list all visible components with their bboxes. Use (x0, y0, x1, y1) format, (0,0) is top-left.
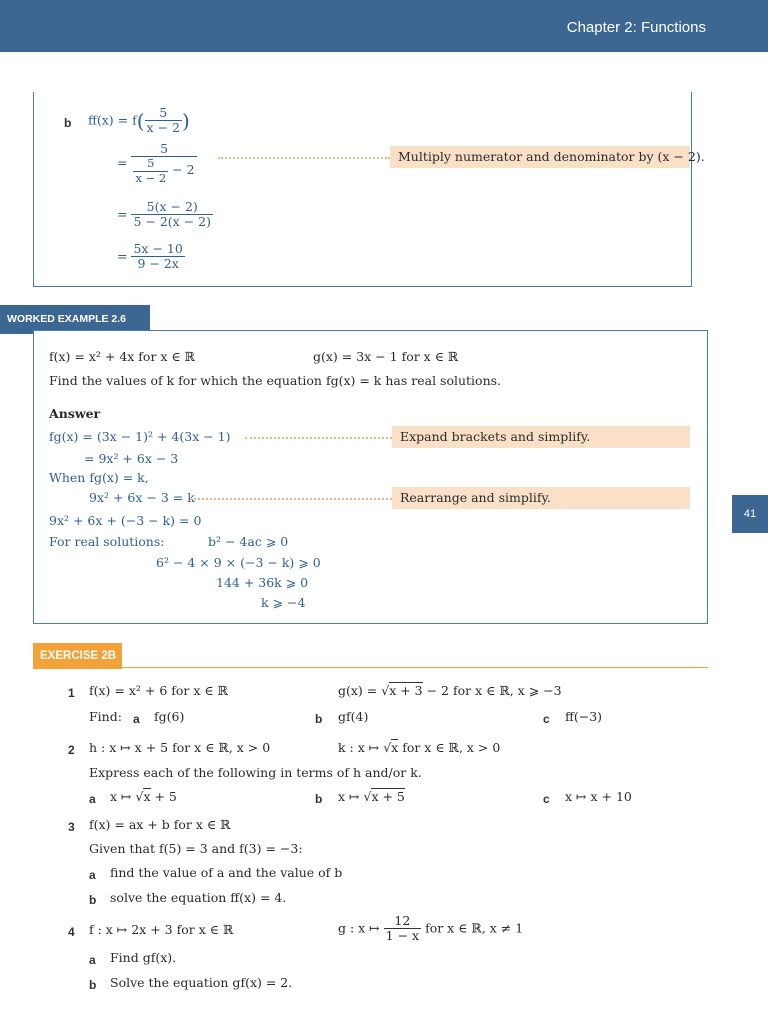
note-rearrange: Rearrange and simplify. (392, 487, 690, 509)
q2-a: x ↦ √x + 5 (110, 789, 177, 804)
q1-b-label: b (315, 712, 323, 726)
g-definition: g(x) = 3x − 1 for x ∈ ℝ (313, 349, 459, 364)
answer-line-6: For real solutions: (49, 534, 165, 549)
q3-b: solve the equation ff(x) = 4. (110, 890, 287, 905)
answer-line-1: fg(x) = (3x − 1)² + 4(3x − 1) (49, 429, 231, 444)
part-b-line3: = $\frac{5(x - 2)}{5 - 2(x - 2)}$ (117, 199, 211, 230)
q2-instruction: Express each of the following in terms of h and/or k. (89, 765, 422, 780)
page-number: 41 (743, 508, 757, 520)
q2-k: k : x ↦ √x for x ∈ ℝ, x > 0 (338, 740, 501, 755)
q4-a: Find gf(x). (110, 950, 177, 965)
answer-line-10: k ⩾ −4 (261, 595, 306, 610)
q1-a: fg(6) (154, 709, 185, 724)
q1-a-label: a (133, 712, 140, 726)
q1-b: gf(4) (338, 709, 369, 724)
answer-label: Answer (49, 406, 101, 421)
dotted-leader (245, 437, 392, 439)
q4-number: 4 (68, 925, 75, 939)
answer-line-5: 9x² + 6x + (−3 − k) = 0 (49, 513, 202, 528)
q1-number: 1 (68, 686, 75, 700)
answer-line-4: 9x² + 6x − 3 = k (89, 490, 195, 505)
part-b-line1: ff(x) = f( $\frac{5}{x - 2}$ ) (88, 105, 190, 136)
q3-given: Given that f(5) = 3 and f(3) = −3: (89, 841, 303, 856)
answer-line-8: 6² − 4 × 9 × (−3 − k) ⩾ 0 (156, 555, 321, 570)
answer-line-3: When fg(x) = k, (49, 470, 149, 485)
q4-b-label: b (89, 978, 97, 992)
q2-number: 2 (68, 743, 75, 757)
question-text: Find the values of k for which the equation fg(x) = k has real solutions. (49, 373, 502, 388)
q2-b-label: b (315, 792, 323, 806)
answer-line-9: 144 + 36k ⩾ 0 (216, 575, 309, 590)
note-multiply: Multiply numerator and denominator by (x − 2). (390, 146, 690, 168)
q4-f: f : x ↦ 2x + 3 for x ∈ ℝ (89, 922, 234, 937)
worked-example-tab: WORKED EXAMPLE 2.6 (0, 305, 150, 334)
q3-number: 3 (68, 820, 75, 834)
q1-g: g(x) = √x + 3 − 2 for x ∈ ℝ, x ⩾ −3 (338, 683, 562, 698)
q1-f: f(x) = x² + 6 for x ∈ ℝ (89, 683, 228, 698)
part-b-line4: = $\frac{5x - 10}{9 - 2x}$ (117, 241, 183, 272)
q2-c: x ↦ x + 10 (565, 789, 632, 804)
dotted-leader (190, 498, 392, 500)
q2-b: x ↦ √x + 5 (338, 789, 405, 804)
dotted-leader (218, 157, 390, 159)
part-b-label: b (64, 116, 72, 130)
part-b-line2: = 5 $\frac{5}{x - 2}$ − 2 (117, 141, 195, 185)
q3-b-label: b (89, 893, 97, 907)
q1-c-label: c (543, 712, 550, 726)
answer-line-2: = 9x² + 6x − 3 (84, 451, 179, 466)
q3-a-label: a (89, 868, 96, 882)
q4-g: g : x ↦ $\frac{12}{1 - x}$ for x ∈ ℝ, x ≠ 1 (338, 913, 524, 944)
q1-find: Find: (89, 709, 122, 724)
q2-h: h : x ↦ x + 5 for x ∈ ℝ, x > 0 (89, 740, 271, 755)
q4-a-label: a (89, 953, 96, 967)
exercise-banner (33, 643, 122, 669)
q3-a: find the value of a and the value of b (110, 865, 343, 880)
answer-line-7: b² − 4ac ⩾ 0 (208, 534, 289, 549)
q2-a-label: a (89, 792, 96, 806)
q2-c-label: c (543, 792, 550, 806)
page-number-tab (732, 495, 768, 533)
chapter-title: Chapter 2: Functions (566, 19, 706, 36)
f-definition: f(x) = x² + 4x for x ∈ ℝ (49, 349, 196, 364)
q1-c: ff(−3) (565, 709, 603, 724)
exercise-rule (33, 667, 708, 668)
note-expand: Expand brackets and simplify. (392, 426, 690, 448)
q3-f: f(x) = ax + b for x ∈ ℝ (89, 817, 231, 832)
exercise-title: EXERCISE 2B (40, 650, 117, 662)
q4-b: Solve the equation gf(x) = 2. (110, 975, 293, 990)
